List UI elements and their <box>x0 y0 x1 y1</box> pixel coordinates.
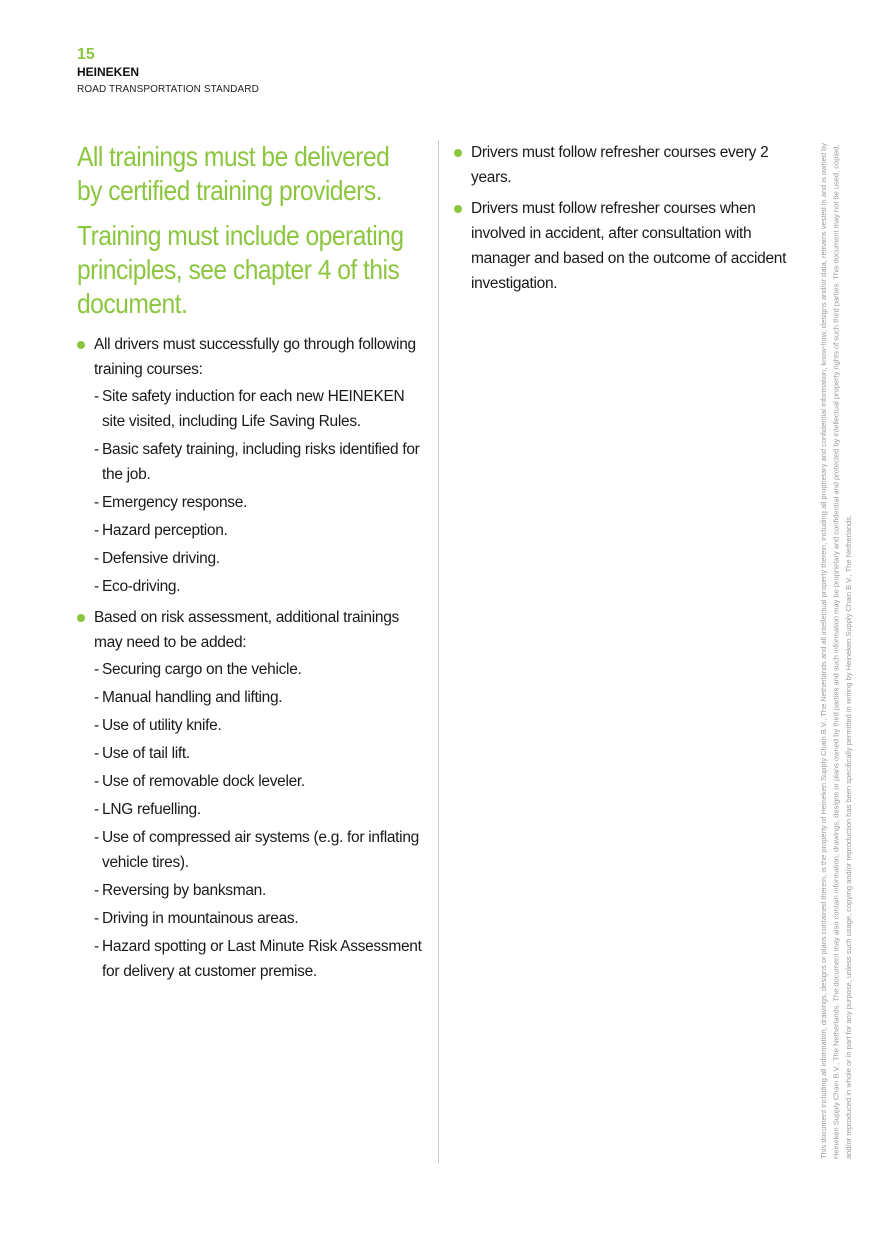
dash-icon: - <box>94 773 99 790</box>
list-item-text: LNG refuelling. <box>102 801 201 818</box>
list-item-text: Site safety induction for each new HEINEKEN site visited, including Life Saving Rules. <box>102 388 405 430</box>
list-item <box>94 384 422 434</box>
bullet-dot-icon <box>77 614 85 622</box>
list-item-text: Defensive driving. <box>102 550 220 567</box>
dash-icon: - <box>94 522 99 539</box>
dash-icon: - <box>94 745 99 762</box>
dash-icon: - <box>94 661 99 678</box>
bullet-refresher-after-accident <box>454 196 794 296</box>
dash-icon: - <box>94 578 99 595</box>
headline-certified-providers: All trainings must be delivered by certified training providers. <box>77 141 390 206</box>
bullet-dot-icon <box>454 149 462 157</box>
bullet-mandatory-courses <box>77 332 422 599</box>
list-item <box>94 934 422 984</box>
page-number: 15 <box>77 46 95 63</box>
list-item-text: Use of compressed air systems (e.g. for inflating vehicle tires). <box>102 829 419 871</box>
list-item-text: Hazard perception. <box>102 522 228 539</box>
list-item <box>94 657 422 682</box>
dash-icon: - <box>94 801 99 818</box>
bullet-additional-trainings <box>77 605 422 984</box>
dash-icon: - <box>94 494 99 511</box>
bullet-text: Based on risk assessment, additional trainings may need to be added: <box>94 609 399 651</box>
dash-icon: - <box>94 388 99 405</box>
list-item-text: Emergency response. <box>102 494 248 511</box>
list-item <box>94 546 422 571</box>
bullet-dot-icon <box>454 205 462 213</box>
list-item <box>94 825 422 875</box>
list-item <box>94 490 422 515</box>
headline-operating-principles: Training must include operating principles, see chapter 4 of this document. <box>77 220 404 319</box>
list-item <box>94 685 422 710</box>
list-item-text: Use of tail lift. <box>102 745 190 762</box>
bullet-text: Drivers must follow refresher courses every 2 years. <box>471 144 769 186</box>
dash-icon: - <box>94 717 99 734</box>
list-item <box>94 741 422 766</box>
additional-training-list <box>94 657 422 984</box>
dash-icon: - <box>94 882 99 899</box>
training-bullet-list <box>77 332 422 984</box>
bullet-text: Drivers must follow refresher courses when involved in accident, after consultation with manager and based on the outcome of accident investigation. <box>471 200 787 292</box>
list-item <box>94 878 422 903</box>
list-item-text: Manual handling and lifting. <box>102 689 283 706</box>
dash-icon: - <box>94 550 99 567</box>
dash-icon: - <box>94 689 99 706</box>
document-title: ROAD TRANSPORTATION STANDARD <box>77 84 259 95</box>
column-divider <box>438 140 439 1163</box>
dash-icon: - <box>94 829 99 846</box>
legal-notice: This document including all information, drawings, designs or plans contained therein, is the property of Heineken Supply Chain B.V., The Netherlands and all intellectual property therein, including all proprietary and confidential information, know-how, designs and/or data, remains vested in and is owned by Heineken Supply Chain B.V., The Netherlands. The document may also contain information, drawings, designs or plans owned by third parties and such information may be proprietary and confidential and protected by intellectual property rights of such third parties. This document may not be used, copied, and/or reproduced in whole or in part for any purpose, unless such usage, copying and/or reproduction has been specifically permitted in writing by Heineken Supply Chain B.V., The Netherlands. <box>819 142 853 1159</box>
list-item-text: Use of removable dock leveler. <box>102 773 305 790</box>
dash-icon: - <box>94 441 99 458</box>
mandatory-course-list <box>94 384 422 599</box>
bullet-text: All drivers must successfully go through following training courses: <box>94 336 416 378</box>
dash-icon: - <box>94 938 99 955</box>
list-item-text: Hazard spotting or Last Minute Risk Assessment for delivery at customer premise. <box>102 938 422 980</box>
list-item-text: Reversing by banksman. <box>102 882 266 899</box>
list-item-text: Eco-driving. <box>102 578 181 595</box>
list-item <box>94 437 422 487</box>
list-item <box>94 518 422 543</box>
list-item <box>94 713 422 738</box>
bullet-refresher-every-2-years <box>454 140 794 190</box>
list-item <box>94 797 422 822</box>
right-column <box>454 140 794 302</box>
dash-icon: - <box>94 910 99 927</box>
bullet-dot-icon <box>77 341 85 349</box>
list-item-text: Driving in mountainous areas. <box>102 910 299 927</box>
list-item <box>94 769 422 794</box>
list-item-text: Use of utility knife. <box>102 717 222 734</box>
list-item <box>94 574 422 599</box>
list-item-text: Securing cargo on the vehicle. <box>102 661 302 678</box>
left-column <box>77 140 422 990</box>
list-item <box>94 906 422 931</box>
refresher-bullet-list <box>454 140 794 296</box>
brand-name: HEINEKEN <box>77 65 140 79</box>
list-item-text: Basic safety training, including risks identified for the job. <box>102 441 420 483</box>
